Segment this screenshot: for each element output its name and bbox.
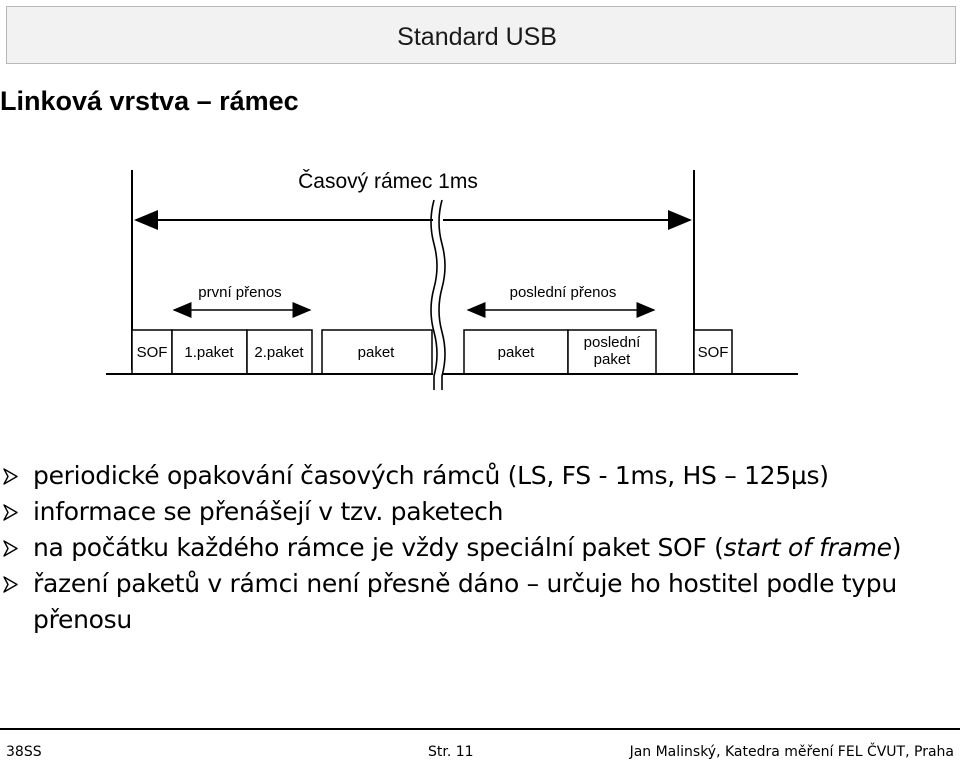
cell-text-last-packet-2: paket [593,351,631,368]
last-transfer-label: poslední přenos [509,284,617,301]
header-bar [6,6,956,64]
arrow-bullet-icon [2,504,19,521]
bullet-text: na počátku každého rámce je vždy speciální paket SOF ( [33,533,724,562]
arrow-bullet-icon [2,468,19,485]
cell-text-sof-next: SOF [697,344,729,361]
cell-text-packet-2: 2.paket [254,344,304,361]
cell-text-packet-1: 1.paket [184,344,234,361]
cell-text-last-packet-1: poslední [583,334,641,351]
cell-text-packet-mid: paket [357,344,395,361]
bullet-item [0,566,960,638]
bullet-text-italic: start of frame [723,533,892,562]
arrow-bullet-icon [2,540,19,557]
bullet-text: informace se přenášejí v tzv. paketech [33,497,504,526]
footer-author: Jan Malinský, Katedra měření FEL ČVUT, Praha [629,744,954,760]
bullet-text: ) [891,533,902,562]
bullet-item [0,494,960,530]
bullet-text: řazení paketů v rámci není přesně dáno – určuje ho hostitel podle typu přenosu [33,569,897,634]
header-title: Standard USB [397,23,557,51]
footer-page-number: Str. 11 [428,744,474,760]
footer-divider [0,728,960,730]
first-transfer-label: první přenos [198,284,282,301]
bullet-item [0,458,960,494]
cell-text-packet-after-break: paket [497,344,535,361]
time-break-gap [433,200,443,390]
bullet-item [0,530,960,566]
bullet-list [0,458,960,638]
bullet-text: periodické opakování časových rámců (LS, FS - 1ms, HS – 125µs) [33,461,829,490]
frame-label: Časový rámec 1ms [298,170,478,193]
slide-title: Linková vrstva – rámec [0,86,299,116]
arrow-bullet-icon [2,576,19,593]
cell-text-sof-start: SOF [136,344,168,361]
usb-frame-diagram [100,160,810,392]
footer-left: 38SS [6,744,42,760]
